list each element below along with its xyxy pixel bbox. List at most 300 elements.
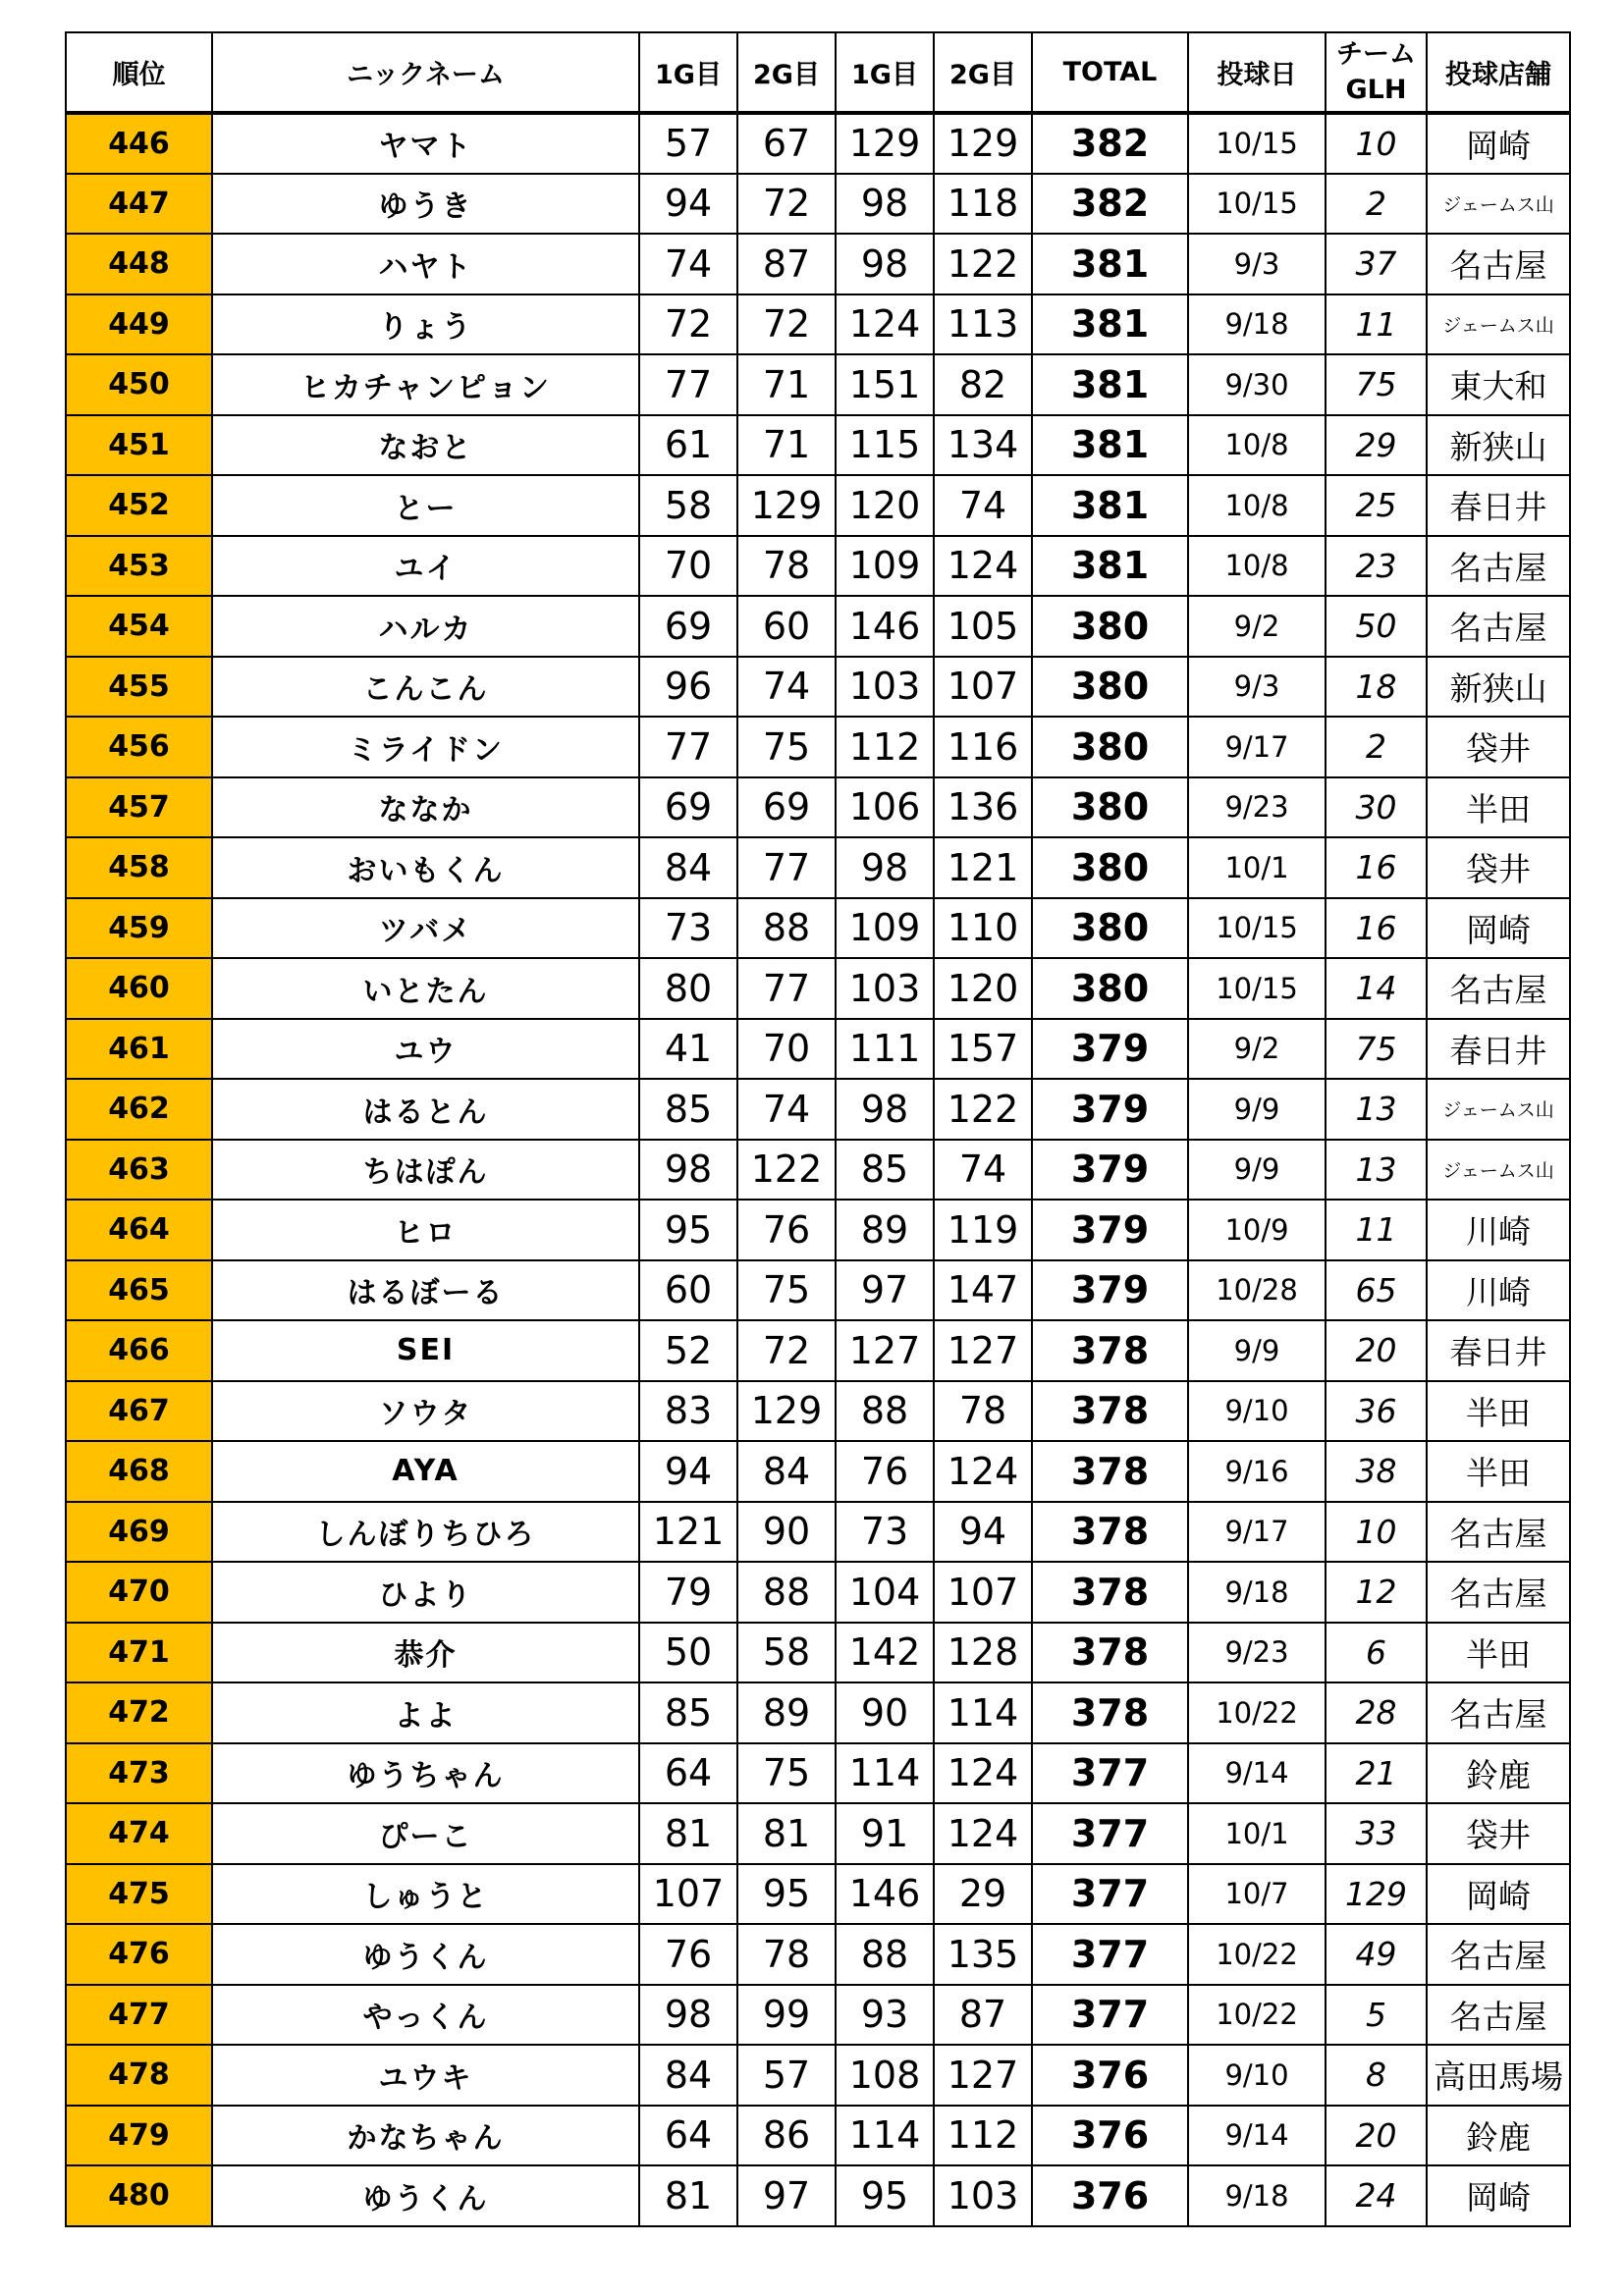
score-cell: 72 [737,1320,836,1381]
score-cell: 85 [836,1140,934,1201]
store-cell: 新狭山 [1427,415,1570,476]
team-glh-cell: 13 [1326,1079,1427,1140]
score-cell: 79 [639,1562,737,1623]
table-row [66,2106,1570,2166]
date-cell: 10/28 [1188,1260,1326,1321]
date-cell: 10/9 [1188,1200,1326,1260]
team-glh-cell: 20 [1326,2106,1427,2166]
score-cell: 109 [836,898,934,959]
rank-cell: 477 [66,1985,212,2046]
score-cell: 72 [737,174,836,235]
team-glh-cell: 24 [1326,2165,1427,2226]
nickname-cell: ななか [212,777,639,838]
store-cell: 春日井 [1427,1019,1570,1080]
date-cell: 10/8 [1188,415,1326,476]
table-row [66,1562,1570,1623]
date-cell: 10/1 [1188,1803,1326,1864]
team-glh-cell: 33 [1326,1803,1427,1864]
team-glh-cell: 36 [1326,1381,1427,1442]
store-cell: 名古屋 [1427,1985,1570,2046]
score-cell: 90 [836,1682,934,1743]
nickname-cell: こんこん [212,657,639,718]
date-cell: 9/9 [1188,1140,1326,1201]
rank-cell: 463 [66,1140,212,1201]
total-cell: 378 [1032,1381,1188,1442]
nickname-cell: やっくん [212,1985,639,2046]
table-row [66,1985,1570,2046]
table-row [66,1381,1570,1442]
team-glh-cell: 23 [1326,536,1427,597]
header-team-glh [1326,32,1427,113]
team-glh-cell: 6 [1326,1623,1427,1683]
rank-cell: 469 [66,1502,212,1563]
score-cell: 76 [836,1441,934,1502]
nickname-cell: ゆうくん [212,2165,639,2226]
date-cell: 10/7 [1188,1864,1326,1925]
nickname-cell: ユウ [212,1019,639,1080]
score-cell: 70 [639,536,737,597]
team-glh-cell: 25 [1326,475,1427,536]
rank-cell: 452 [66,475,212,536]
rank-cell: 475 [66,1864,212,1925]
table-row [66,536,1570,597]
table-row [66,415,1570,476]
date-cell: 10/15 [1188,958,1326,1019]
team-glh-cell: 37 [1326,234,1427,294]
date-cell: 10/1 [1188,837,1326,898]
date-cell: 9/23 [1188,777,1326,838]
nickname-cell: かなちゃん [212,2106,639,2166]
score-cell: 50 [639,1623,737,1683]
date-cell: 10/22 [1188,1682,1326,1743]
nickname-cell: ミライドン [212,717,639,777]
team-glh-cell: 14 [1326,958,1427,1019]
nickname-cell: ゆうき [212,174,639,235]
rank-cell: 476 [66,1924,212,1985]
total-cell: 380 [1032,898,1188,959]
date-cell: 10/15 [1188,898,1326,959]
header-rank: 順位 [66,32,212,113]
store-cell: ジェームス山 [1427,174,1570,235]
score-cell: 107 [639,1864,737,1925]
score-cell: 97 [836,1260,934,1321]
team-glh-cell: 2 [1326,717,1427,777]
score-cell: 134 [934,415,1032,476]
store-cell: 高田馬場 [1427,2045,1570,2106]
score-cell: 110 [934,898,1032,959]
header-date: 投球日 [1188,32,1326,113]
score-cell: 76 [639,1924,737,1985]
date-cell: 10/15 [1188,113,1326,174]
score-cell: 74 [737,1079,836,1140]
rank-cell: 480 [66,2165,212,2226]
score-cell: 112 [934,2106,1032,2166]
date-cell: 9/3 [1188,234,1326,294]
score-cell: 88 [836,1924,934,1985]
store-cell: 半田 [1427,777,1570,838]
score-cell: 146 [836,1864,934,1925]
team-glh-cell: 8 [1326,2045,1427,2106]
store-cell: 春日井 [1427,475,1570,536]
store-cell: 岡崎 [1427,113,1570,174]
store-cell: 名古屋 [1427,958,1570,1019]
total-cell: 379 [1032,1260,1188,1321]
score-cell: 85 [639,1079,737,1140]
header-game2b: 2G目 [934,32,1032,113]
total-cell: 380 [1032,777,1188,838]
store-cell: 名古屋 [1427,1562,1570,1623]
total-cell: 376 [1032,2045,1188,2106]
store-cell: 鈴鹿 [1427,1743,1570,1804]
table-row [66,1079,1570,1140]
store-cell: 岡崎 [1427,1864,1570,1925]
team-glh-cell: 50 [1326,596,1427,657]
table-row [66,294,1570,355]
table-row [66,475,1570,536]
score-cell: 103 [836,657,934,718]
score-cell: 129 [836,113,934,174]
date-cell: 9/17 [1188,717,1326,777]
score-cell: 120 [934,958,1032,1019]
score-cell: 75 [737,1260,836,1321]
score-cell: 119 [934,1200,1032,1260]
total-cell: 378 [1032,1502,1188,1563]
score-cell: 127 [934,1320,1032,1381]
store-cell: 名古屋 [1427,536,1570,597]
store-cell: 名古屋 [1427,1502,1570,1563]
score-cell: 58 [639,475,737,536]
team-glh-cell: 18 [1326,657,1427,718]
score-cell: 88 [737,1562,836,1623]
score-cell: 77 [639,354,737,415]
table-row [66,1320,1570,1381]
table-row [66,1803,1570,1864]
nickname-cell: ユウキ [212,2045,639,2106]
table-row [66,1260,1570,1321]
score-cell: 114 [934,1682,1032,1743]
score-cell: 60 [737,596,836,657]
score-cell: 120 [836,475,934,536]
score-cell: 103 [836,958,934,1019]
team-glh-cell: 5 [1326,1985,1427,2046]
score-cell: 124 [934,1743,1032,1804]
total-cell: 379 [1032,1079,1188,1140]
score-cell: 97 [737,2165,836,2226]
total-cell: 379 [1032,1019,1188,1080]
nickname-cell: よよ [212,1682,639,1743]
total-cell: 381 [1032,354,1188,415]
score-cell: 81 [639,2165,737,2226]
rank-cell: 464 [66,1200,212,1260]
score-cell: 103 [934,2165,1032,2226]
score-cell: 75 [737,1743,836,1804]
table-header [66,32,1570,113]
rank-cell: 455 [66,657,212,718]
score-cell: 151 [836,354,934,415]
score-cell: 90 [737,1502,836,1563]
team-glh-cell: 38 [1326,1441,1427,1502]
score-cell: 78 [737,536,836,597]
header-total: TOTAL [1032,32,1188,113]
nickname-cell: しゅうと [212,1864,639,1925]
rank-cell: 473 [66,1743,212,1804]
store-cell: 名古屋 [1427,596,1570,657]
team-glh-cell: 75 [1326,1019,1427,1080]
total-cell: 379 [1032,1140,1188,1201]
rank-cell: 454 [66,596,212,657]
rank-cell: 456 [66,717,212,777]
rank-cell: 467 [66,1381,212,1442]
score-cell: 67 [737,113,836,174]
score-cell: 107 [934,1562,1032,1623]
nickname-cell: ハヤト [212,234,639,294]
score-cell: 69 [737,777,836,838]
store-cell: 名古屋 [1427,234,1570,294]
score-cell: 75 [737,717,836,777]
score-cell: 74 [934,1140,1032,1201]
total-cell: 378 [1032,1682,1188,1743]
store-cell: 東大和 [1427,354,1570,415]
score-cell: 88 [836,1381,934,1442]
date-cell: 9/2 [1188,596,1326,657]
score-cell: 124 [934,1803,1032,1864]
score-cell: 29 [934,1864,1032,1925]
score-cell: 115 [836,415,934,476]
score-cell: 69 [639,777,737,838]
table-row [66,958,1570,1019]
store-cell: ジェームス山 [1427,1140,1570,1201]
score-cell: 78 [934,1381,1032,1442]
date-cell: 9/9 [1188,1320,1326,1381]
score-cell: 147 [934,1260,1032,1321]
table-row [66,1743,1570,1804]
nickname-cell: いとたん [212,958,639,1019]
total-cell: 382 [1032,113,1188,174]
nickname-cell: ソウタ [212,1381,639,1442]
date-cell: 9/14 [1188,2106,1326,2166]
score-cell: 129 [737,1381,836,1442]
score-cell: 136 [934,777,1032,838]
date-cell: 9/23 [1188,1623,1326,1683]
total-cell: 380 [1032,596,1188,657]
score-cell: 104 [836,1562,934,1623]
store-cell: 名古屋 [1427,1924,1570,1985]
nickname-cell: りょう [212,294,639,355]
score-cell: 98 [836,837,934,898]
date-cell: 9/30 [1188,354,1326,415]
total-cell: 377 [1032,1803,1188,1864]
score-cell: 93 [836,1985,934,2046]
store-cell: 名古屋 [1427,1682,1570,1743]
score-cell: 57 [639,113,737,174]
team-glh-cell: 21 [1326,1743,1427,1804]
score-cell: 121 [934,837,1032,898]
nickname-cell: ゆうくん [212,1924,639,1985]
score-cell: 77 [639,717,737,777]
score-cell: 135 [934,1924,1032,1985]
total-cell: 381 [1032,234,1188,294]
score-cell: 60 [639,1260,737,1321]
total-cell: 381 [1032,294,1188,355]
header-game1b: 1G目 [836,32,934,113]
date-cell: 9/2 [1188,1019,1326,1080]
score-cell: 112 [836,717,934,777]
rank-cell: 451 [66,415,212,476]
date-cell: 9/10 [1188,1381,1326,1442]
rank-cell: 474 [66,1803,212,1864]
nickname-cell: ユイ [212,536,639,597]
rank-cell: 460 [66,958,212,1019]
score-cell: 84 [639,837,737,898]
store-cell: 半田 [1427,1623,1570,1683]
total-cell: 381 [1032,415,1188,476]
score-cell: 71 [737,354,836,415]
score-cell: 57 [737,2045,836,2106]
store-cell: 岡崎 [1427,898,1570,959]
score-cell: 41 [639,1019,737,1080]
score-cell: 98 [639,1985,737,2046]
score-cell: 70 [737,1019,836,1080]
score-cell: 77 [737,958,836,1019]
score-cell: 64 [639,2106,737,2166]
nickname-cell: しんぼりちひろ [212,1502,639,1563]
score-cell: 122 [737,1140,836,1201]
team-glh-cell: 29 [1326,415,1427,476]
total-cell: 376 [1032,2106,1188,2166]
nickname-cell: 恭介 [212,1623,639,1683]
score-cell: 84 [639,2045,737,2106]
score-cell: 72 [639,294,737,355]
rank-cell: 461 [66,1019,212,1080]
score-cell: 81 [639,1803,737,1864]
nickname-cell: ヤマト [212,113,639,174]
date-cell: 9/3 [1188,657,1326,718]
team-glh-cell: 65 [1326,1260,1427,1321]
rank-cell: 472 [66,1682,212,1743]
total-cell: 380 [1032,657,1188,718]
table-body [66,113,1570,2226]
score-cell: 74 [737,657,836,718]
score-cell: 108 [836,2045,934,2106]
store-cell: 半田 [1427,1381,1570,1442]
team-glh-cell: 11 [1326,294,1427,355]
date-cell: 9/18 [1188,1562,1326,1623]
date-cell: 10/22 [1188,1985,1326,2046]
score-cell: 78 [737,1924,836,1985]
header-store: 投球店舗 [1427,32,1570,113]
total-cell: 376 [1032,2165,1188,2226]
score-cell: 111 [836,1019,934,1080]
date-cell: 10/8 [1188,475,1326,536]
score-cell: 124 [934,1441,1032,1502]
score-cell: 114 [836,2106,934,2166]
table-row [66,1682,1570,1743]
table-row [66,174,1570,235]
header-row [66,32,1570,113]
table-row [66,354,1570,415]
score-cell: 74 [934,475,1032,536]
score-cell: 83 [639,1381,737,1442]
store-cell: 袋井 [1427,717,1570,777]
total-cell: 377 [1032,1985,1188,2046]
score-cell: 127 [836,1320,934,1381]
score-cell: 94 [639,174,737,235]
team-glh-cell: 10 [1326,113,1427,174]
store-cell: ジェームス山 [1427,1079,1570,1140]
score-cell: 121 [639,1502,737,1563]
date-cell: 9/18 [1188,294,1326,355]
date-cell: 9/10 [1188,2045,1326,2106]
nickname-cell: ツバメ [212,898,639,959]
score-cell: 95 [737,1864,836,1925]
team-glh-cell: 16 [1326,837,1427,898]
total-cell: 377 [1032,1924,1188,1985]
total-cell: 378 [1032,1623,1188,1683]
table-row [66,1019,1570,1080]
rank-cell: 453 [66,536,212,597]
nickname-cell: AYA [212,1441,639,1502]
table-row [66,2045,1570,2106]
score-cell: 98 [836,1079,934,1140]
score-cell: 85 [639,1682,737,1743]
score-cell: 98 [836,234,934,294]
score-cell: 77 [737,837,836,898]
table-row [66,898,1570,959]
date-cell: 9/14 [1188,1743,1326,1804]
score-cell: 105 [934,596,1032,657]
score-cell: 94 [934,1502,1032,1563]
score-cell: 124 [836,294,934,355]
score-cell: 73 [836,1502,934,1563]
date-cell: 10/22 [1188,1924,1326,1985]
score-cell: 52 [639,1320,737,1381]
score-cell: 89 [737,1682,836,1743]
nickname-cell: ちはぽん [212,1140,639,1201]
score-cell: 146 [836,596,934,657]
rank-cell: 479 [66,2106,212,2166]
nickname-cell: ひより [212,1562,639,1623]
score-cell: 157 [934,1019,1032,1080]
table-row [66,777,1570,838]
rank-cell: 458 [66,837,212,898]
score-cell: 96 [639,657,737,718]
score-cell: 72 [737,294,836,355]
store-cell: 半田 [1427,1441,1570,1502]
total-cell: 378 [1032,1562,1188,1623]
team-glh-cell: 28 [1326,1682,1427,1743]
total-cell: 380 [1032,717,1188,777]
table-row [66,113,1570,174]
table-row [66,2165,1570,2226]
score-cell: 94 [639,1441,737,1502]
score-cell: 91 [836,1803,934,1864]
total-cell: 378 [1032,1320,1188,1381]
table-row [66,234,1570,294]
nickname-cell: ゆうちゃん [212,1743,639,1804]
score-cell: 71 [737,415,836,476]
total-cell: 381 [1032,536,1188,597]
score-cell: 107 [934,657,1032,718]
rank-cell: 462 [66,1079,212,1140]
score-cell: 64 [639,1743,737,1804]
total-cell: 380 [1032,837,1188,898]
header-team-bottom: GLH [1345,74,1407,105]
score-cell: 61 [639,415,737,476]
rank-cell: 459 [66,898,212,959]
score-cell: 80 [639,958,737,1019]
score-cell: 118 [934,174,1032,235]
table-row [66,1502,1570,1563]
